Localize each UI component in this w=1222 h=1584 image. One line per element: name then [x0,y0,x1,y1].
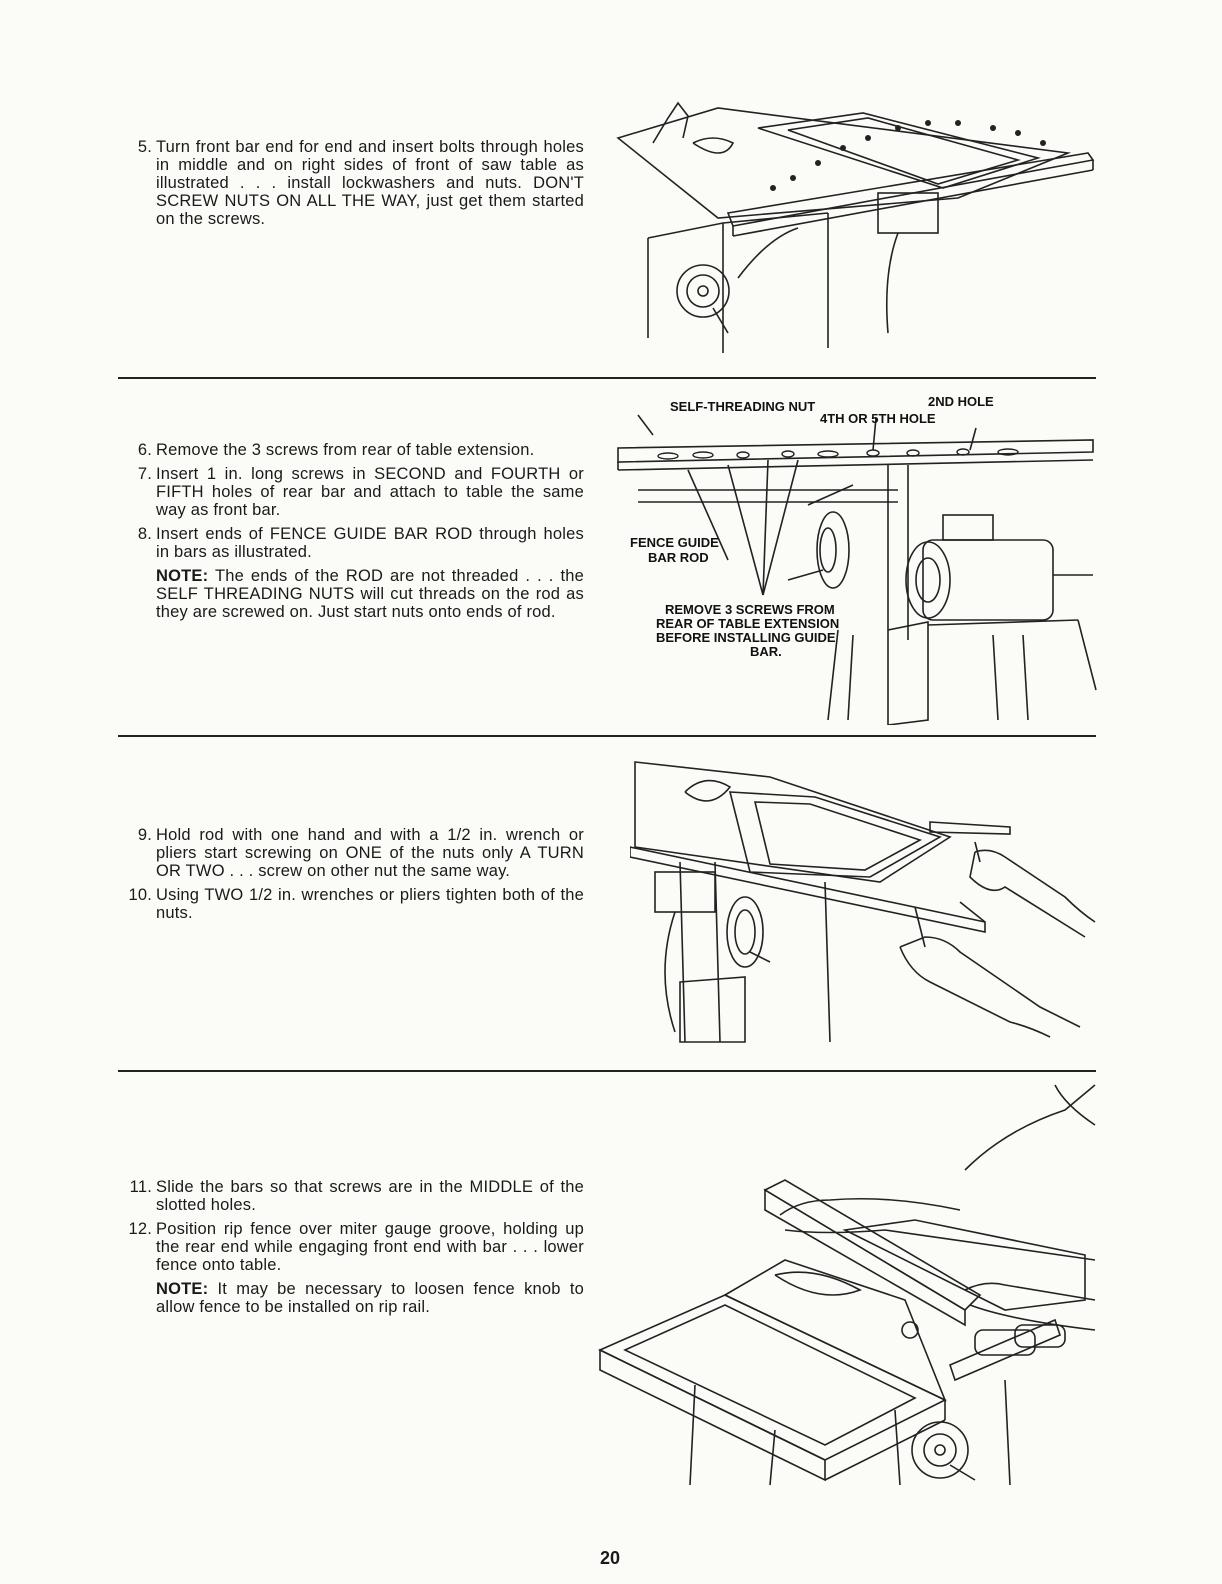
step-10 [128,886,584,922]
step-number: 11. [129,1178,152,1196]
step-number: 9. [137,826,152,844]
step-text: Turn front bar end for end and insert bolts through holes in middle and on right sides of front of saw table as illustrated . . . install lockwashers and nuts. DON'T SCREW NUTS ON ALL THE WAY, just get them started on the screws. [156,138,584,228]
label-second-hole: 2ND HOLE [928,394,994,409]
label-bar-rod: BAR ROD [648,550,709,565]
step-number: 8. [137,525,152,543]
section-divider [118,377,1096,379]
steps-group-3 [128,826,584,928]
note-loosen-fence-knob [128,1280,584,1316]
step-9 [128,826,584,880]
figure-installing-rip-fence [585,1080,1100,1490]
label-fourth-fifth-hole: 4TH OR 5TH HOLE [820,411,936,426]
steps-group-1 [128,138,584,234]
step-number: 12. [128,1220,152,1238]
note-text: It may be necessary to loosen fence knob to allow fence to be installed on rip rail. [156,1280,584,1316]
figure-front-bar-bolts [598,98,1098,360]
steps-group-2 [128,441,584,621]
step-text: Insert ends of FENCE GUIDE BAR ROD through holes in bars as illustrated. [156,525,584,561]
label-self-threading-nut: SELF-THREADING NUT [670,399,816,414]
label-fence-guide: FENCE GUIDE [630,535,719,550]
note-rod-threads [128,567,584,621]
label-remove-1: REMOVE 3 SCREWS FROM [665,602,835,617]
note-label: NOTE: [156,1280,209,1298]
figure-tightening-nuts [630,752,1100,1052]
step-text: Slide the bars so that screws are in the MIDDLE of the slotted holes. [156,1178,584,1214]
step-text: Hold rod with one hand and with a 1/2 in. wrench or pliers start screwing on ONE of the nuts only A TURN OR TWO . . . screw on other nut the same way. [156,826,584,880]
step-text: Position rip fence over miter gauge groove, holding up the rear end while engaging front end with bar . . . lower fence onto table. [156,1220,584,1274]
step-8 [128,525,584,561]
step-text: Using TWO 1/2 in. wrenches or pliers tighten both of the nuts. [156,886,584,922]
figure-rear-bar [598,390,1098,725]
step-7 [128,465,584,519]
note-text: The ends of the ROD are not threaded . . . the SELF THREADING NUTS will cut threads on the rod as they are screwed on. Just start nuts onto ends of rod. [156,567,584,621]
step-12 [128,1220,584,1274]
step-number: 5. [137,138,152,156]
step-number: 6. [137,441,152,459]
steps-group-4 [128,1178,584,1316]
section-divider [118,1070,1096,1072]
step-number: 10. [128,886,152,904]
step-text: Insert 1 in. long screws in SECOND and FOURTH or FIFTH holes of rear bar and attach to table the same way as front bar. [156,465,584,519]
label-remove-4: BAR. [750,644,782,659]
step-11 [128,1178,584,1214]
section-divider [118,735,1096,737]
page-number: 20 [599,1548,621,1568]
step-5 [128,138,584,228]
step-number: 7. [137,465,152,483]
label-remove-2: REAR OF TABLE EXTENSION [656,616,840,631]
label-remove-3: BEFORE INSTALLING GUIDE [656,630,836,645]
note-label: NOTE: [156,567,209,585]
step-text: Remove the 3 screws from rear of table extension. [156,441,535,459]
step-6 [128,441,584,459]
